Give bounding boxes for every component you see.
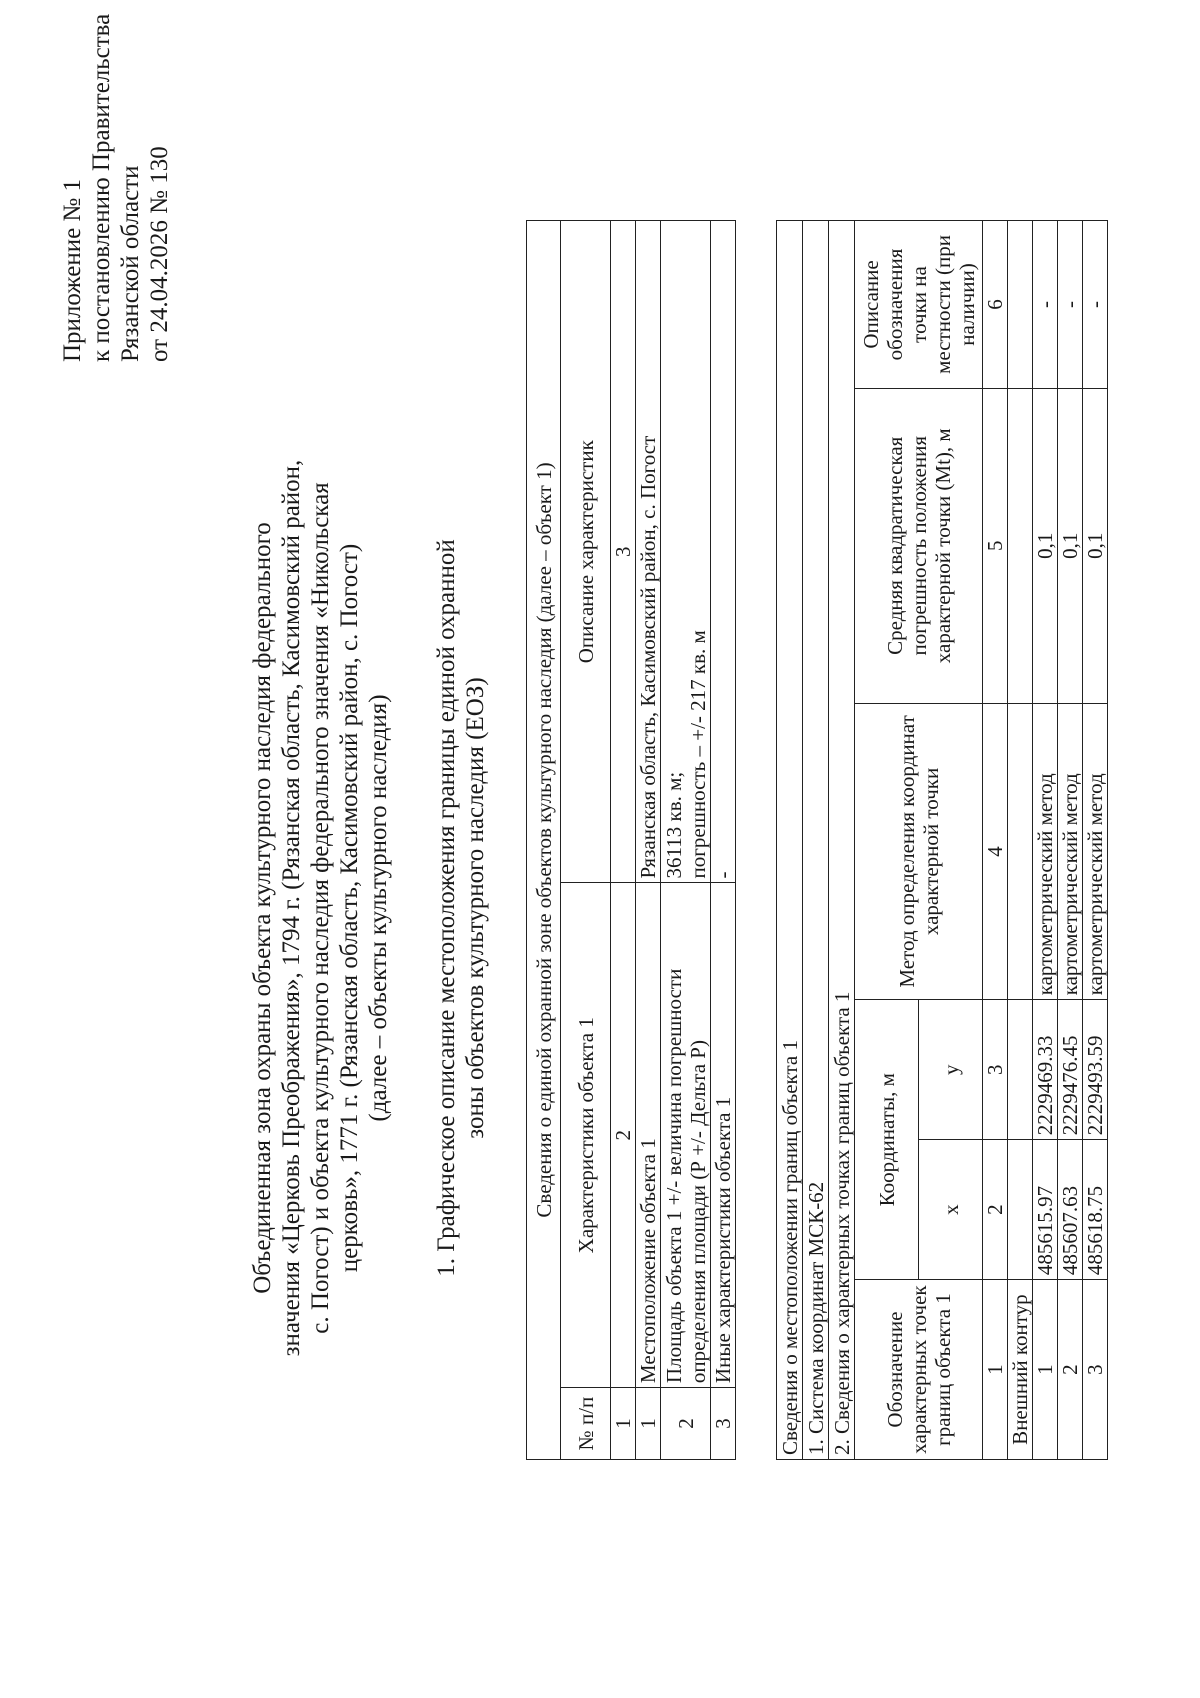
point-desc: -: [1058, 221, 1083, 389]
row-name: Площадь объекта 1 +/- величина погрешности определения площади (Р +/- Дельта Р): [661, 883, 711, 1388]
row-number: 3: [711, 1388, 736, 1460]
row-value: -: [711, 221, 736, 883]
col-number: 3: [611, 221, 636, 883]
row-number: 1: [636, 1388, 661, 1460]
header-description: Описание характеристик: [561, 221, 611, 883]
section-heading: [432, 318, 490, 1498]
row-value: Рязанская область, Касимовский район, с. Погост: [636, 221, 661, 883]
section-line: 1. Графическое описание местоположения границы единой охранной: [433, 539, 460, 1277]
point-desc: -: [1033, 221, 1058, 389]
object-info-table: [526, 220, 736, 1460]
table-row: [711, 221, 736, 1460]
point-desc: -: [1083, 221, 1108, 389]
point-number: 3: [1083, 1280, 1108, 1460]
col-number: 1: [611, 1388, 636, 1460]
table-row: [636, 221, 661, 1460]
appendix-line: Рязанской области: [117, 165, 144, 362]
header-x: x: [919, 1140, 983, 1280]
point-y: 2229493.59: [1083, 1000, 1108, 1140]
col-number: 3: [983, 1000, 1008, 1140]
header-number: № п/п: [561, 1388, 611, 1460]
point-error: 0,1: [1033, 388, 1058, 703]
points-caption: 2. Сведения о характерных точках границ объекта 1: [829, 221, 855, 1460]
area-error: погрешность – +/- 217 кв. м: [685, 630, 710, 879]
header-method: Метод определения координат характерной точки: [855, 703, 983, 1000]
boundary-points-table: [776, 220, 1108, 1460]
appendix-line: от 24.04.2026 № 130: [146, 146, 173, 362]
heading-line: (далее – объекты культурного наследия): [365, 694, 392, 1122]
col-number: 4: [983, 703, 1008, 1000]
row-name: Местоположение объекта 1: [636, 883, 661, 1388]
row-value: [661, 221, 711, 883]
header-error: Средняя квадратическая погрешность положения характерной точки (Mt), м: [855, 388, 983, 703]
table-row: [661, 221, 711, 1460]
point-x: 485618.75: [1083, 1140, 1108, 1280]
row-number: 2: [661, 1388, 711, 1460]
appendix-line: к постановлению Правительства: [88, 13, 115, 362]
table-row: [1083, 221, 1108, 1460]
heading-line: Объединенная зона охраны объекта культурного наследия федерального: [249, 522, 276, 1294]
point-error: 0,1: [1058, 388, 1083, 703]
point-number: 1: [1033, 1280, 1058, 1460]
document-heading: [248, 318, 393, 1498]
table1-caption: Сведения о единой охранной зоне объектов культурного наследия (далее – объект 1): [527, 221, 561, 1460]
col-number: 2: [611, 883, 636, 1388]
col-number: 6: [983, 221, 1008, 389]
header-coords: Координаты, м: [855, 1000, 919, 1280]
appendix-line: Приложение № 1: [59, 178, 86, 362]
header-point-description: Описание обозначения точки на местности (при наличии): [855, 221, 983, 389]
point-method: картометрический метод: [1033, 703, 1058, 1000]
coord-system: 1. Система координат МСК-62: [803, 221, 829, 1460]
point-method: картометрический метод: [1083, 703, 1108, 1000]
table2-caption: Сведения о местоположении границ объекта 1: [777, 221, 803, 1460]
heading-line: церковь», 1771 г. (Рязанская область, Касимовский район, с. Погост): [336, 543, 363, 1273]
col-number: 2: [983, 1140, 1008, 1280]
col-number: 1: [983, 1280, 1008, 1460]
table-row: [1033, 221, 1058, 1460]
point-number: 2: [1058, 1280, 1083, 1460]
point-x: 485607.63: [1058, 1140, 1083, 1280]
contour-label: Внешний контур: [1008, 1280, 1033, 1460]
point-method: картометрический метод: [1058, 703, 1083, 1000]
point-y: 2229469.33: [1033, 1000, 1058, 1140]
table-row: [1058, 221, 1083, 1460]
area-value: 36113 кв. м;: [661, 771, 686, 879]
heading-line: значения «Церковь Преображения», 1794 г. (Рязанская область, Касимовский район,: [278, 459, 305, 1357]
point-y: 2229476.45: [1058, 1000, 1083, 1140]
appendix-block: [58, 13, 174, 362]
header-characteristics: Характеристики объекта 1: [561, 883, 611, 1388]
point-x: 485615.97: [1033, 1140, 1058, 1280]
header-y: y: [919, 1000, 983, 1140]
heading-line: с. Погост) и объекта культурного наследия федерального значения «Никольская: [307, 482, 334, 1334]
row-name: Иные характеристики объекта 1: [711, 883, 736, 1388]
header-designation: Обозначение характерных точек границ объекта 1: [855, 1280, 983, 1460]
section-line: зоны объектов культурного наследия (ЕОЗ): [462, 677, 489, 1139]
point-error: 0,1: [1083, 388, 1108, 703]
col-number: 5: [983, 388, 1008, 703]
